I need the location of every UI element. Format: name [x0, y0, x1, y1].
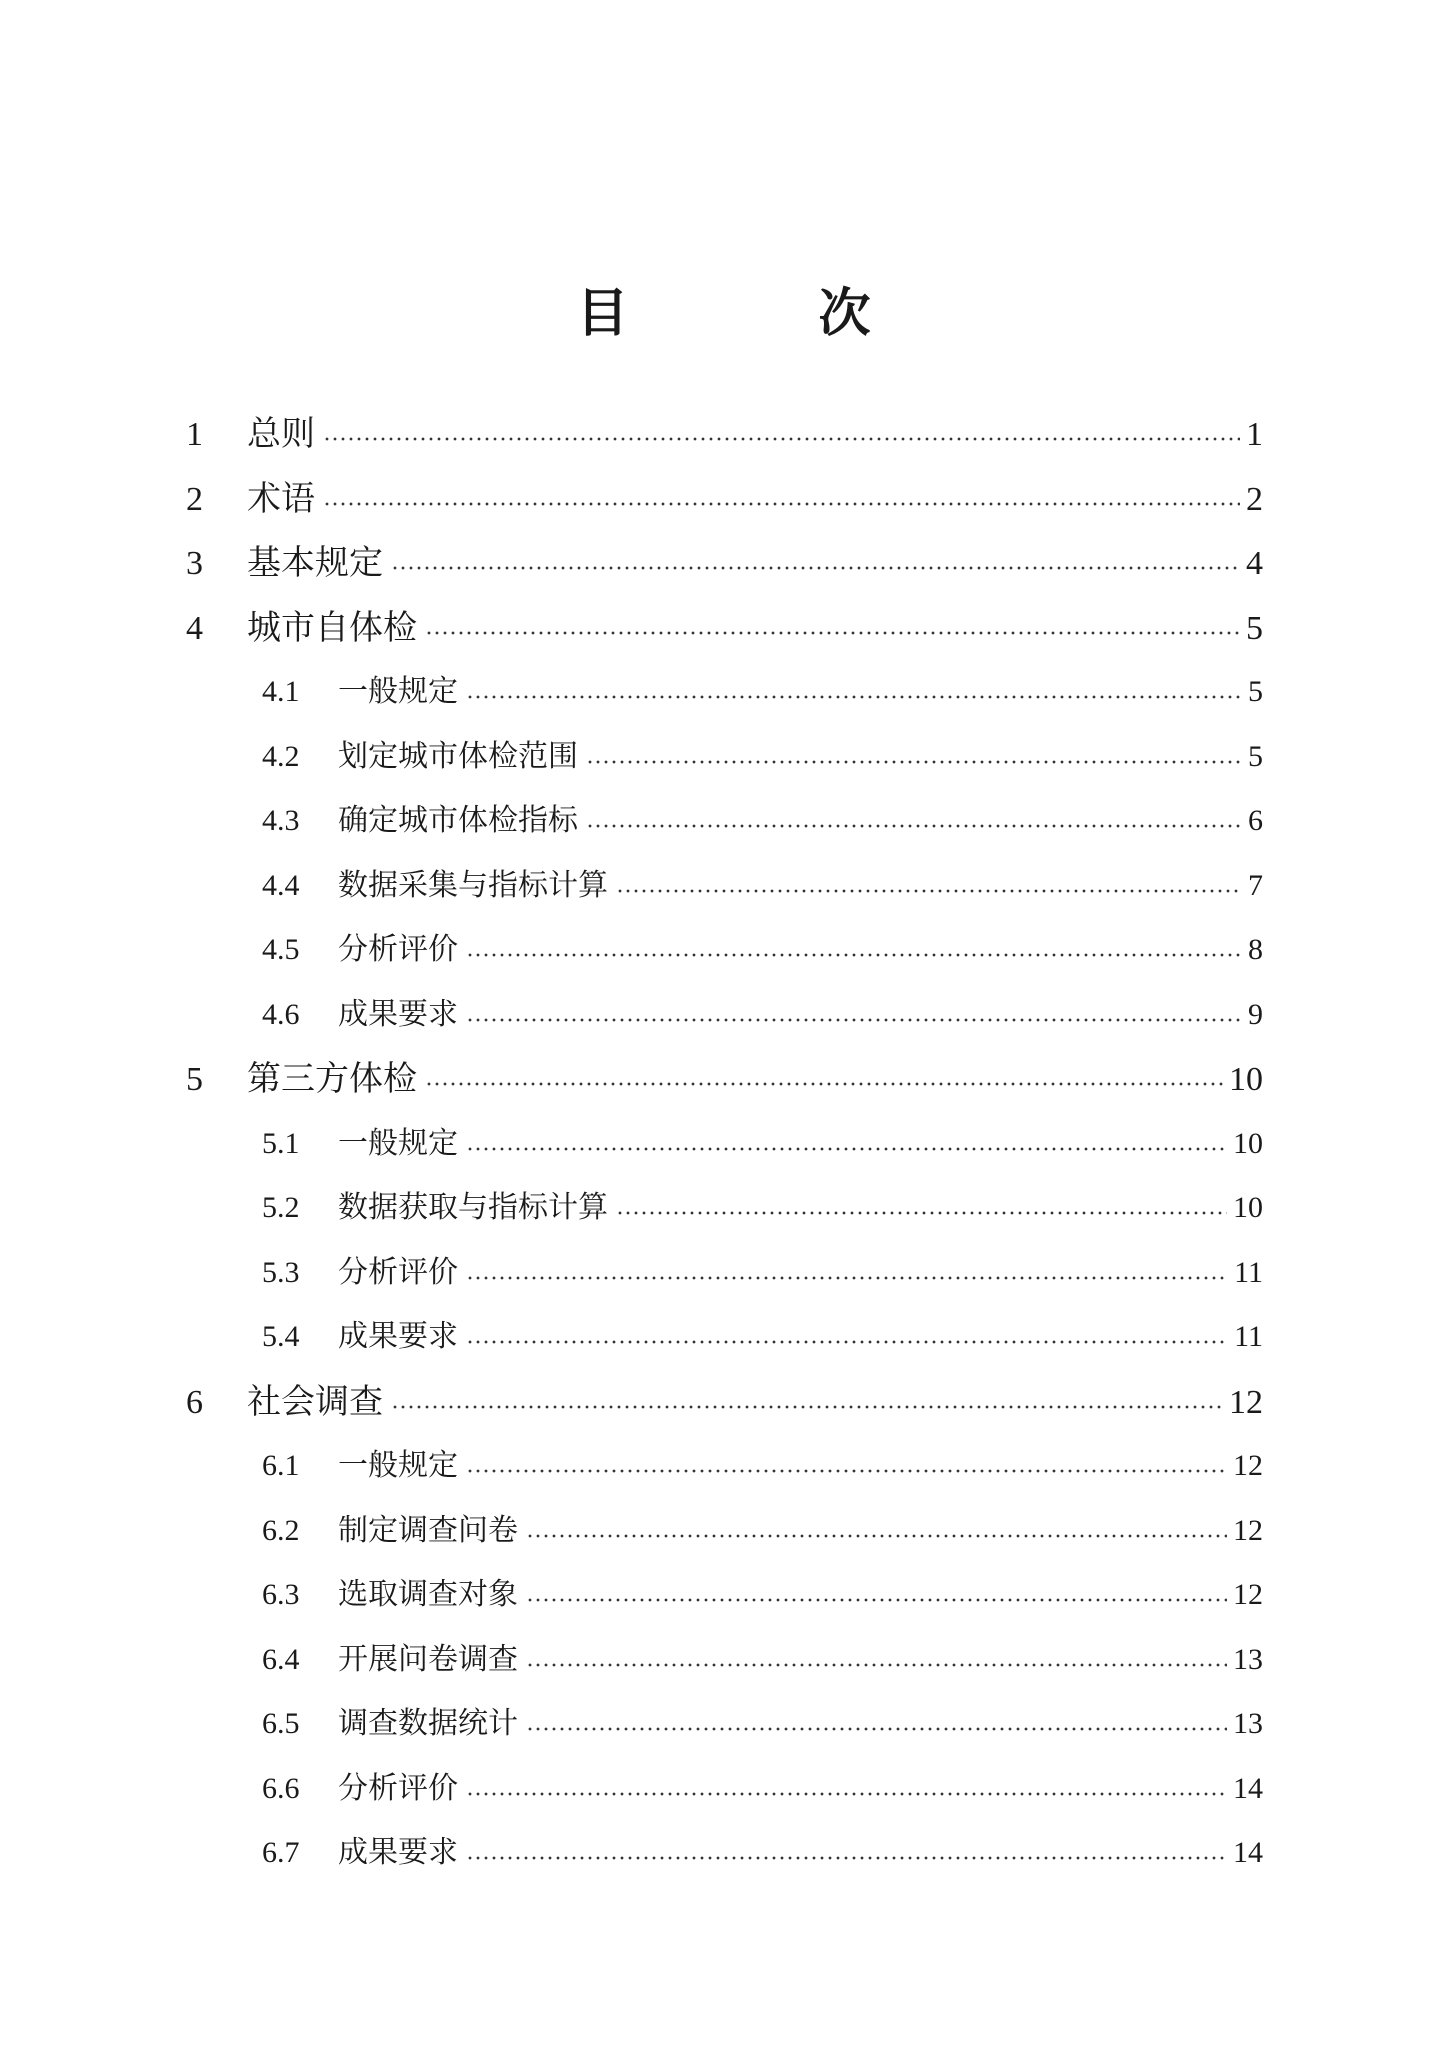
toc-entry-page-number: 4	[1246, 545, 1263, 582]
toc-entry-number: 5	[186, 1061, 203, 1098]
toc-entry-number: 4.1	[262, 675, 300, 708]
toc-entry-label: 制定调查问卷	[338, 1513, 518, 1548]
dot-leader	[425, 1077, 1223, 1091]
toc-entry-label: 选取调查对象	[338, 1577, 518, 1612]
toc-entry-label: 开展问卷调查	[338, 1642, 518, 1677]
toc-entry-number: 6.1	[262, 1449, 300, 1482]
dot-leader	[466, 690, 1242, 704]
dot-leader	[466, 1013, 1242, 1027]
toc-entry-label: 分析评价	[338, 932, 458, 967]
toc-entry-number: 4.6	[262, 998, 300, 1031]
toc-entry[interactable]	[186, 1380, 1263, 1424]
toc-entry-number: 4.3	[262, 804, 300, 837]
toc-entry[interactable]	[186, 412, 1263, 456]
toc-entry-number: 4.4	[262, 869, 300, 902]
toc-entry-number: 1	[186, 416, 203, 453]
toc-entry-page-number: 12	[1233, 1449, 1263, 1482]
dot-leader	[466, 1787, 1227, 1801]
dot-leader	[586, 755, 1242, 769]
toc-entry[interactable]	[262, 1767, 1263, 1811]
toc-entry-label: 成果要求	[338, 1319, 458, 1354]
toc-entry-number: 6.3	[262, 1578, 300, 1611]
toc-entry-number: 6.2	[262, 1514, 300, 1547]
dot-leader	[466, 1464, 1227, 1478]
toc-entry-page-number: 8	[1248, 933, 1263, 966]
toc-entry-label: 术语	[247, 479, 315, 519]
dot-leader	[323, 497, 1240, 511]
dot-leader	[526, 1593, 1227, 1607]
toc-entry-label: 总则	[247, 414, 315, 454]
toc-entry[interactable]	[262, 1122, 1263, 1166]
toc-entry-label: 基本规定	[247, 543, 383, 583]
toc-entry[interactable]	[262, 1702, 1263, 1746]
toc-entry-page-number: 5	[1248, 740, 1263, 773]
toc-entry-label: 一般规定	[338, 674, 458, 709]
toc-entry[interactable]	[186, 606, 1263, 650]
toc-entry-page-number: 1	[1246, 416, 1263, 453]
toc-entry-label: 划定城市体检范围	[338, 739, 578, 774]
toc-entry-number: 6.5	[262, 1707, 300, 1740]
toc-entry[interactable]	[262, 1573, 1263, 1617]
toc-entry[interactable]	[186, 477, 1263, 521]
toc-entry-page-number: 6	[1248, 804, 1263, 837]
toc-entry[interactable]	[262, 864, 1263, 908]
toc-entry-page-number: 5	[1248, 675, 1263, 708]
toc-entry-number: 6.7	[262, 1836, 300, 1869]
dot-leader	[616, 1206, 1227, 1220]
dot-leader	[466, 1335, 1228, 1349]
dot-leader	[616, 884, 1242, 898]
toc-entry-page-number: 12	[1229, 1384, 1263, 1421]
dot-leader	[526, 1529, 1227, 1543]
toc-entry-number: 4.2	[262, 740, 300, 773]
toc-entry-label: 社会调查	[247, 1382, 383, 1422]
dot-leader	[586, 819, 1242, 833]
page-title: 目 次	[576, 283, 957, 344]
toc-entry-number: 5.2	[262, 1191, 300, 1224]
toc-entry[interactable]	[262, 735, 1263, 779]
toc-entry[interactable]	[262, 799, 1263, 843]
toc-entry[interactable]	[262, 1315, 1263, 1359]
toc-entry-number: 5.4	[262, 1320, 300, 1353]
toc-entry-number: 3	[186, 545, 203, 582]
toc-entry-page-number: 9	[1248, 998, 1263, 1031]
toc-entry-page-number: 12	[1233, 1514, 1263, 1547]
toc-entry[interactable]	[262, 1444, 1263, 1488]
dot-leader	[526, 1722, 1227, 1736]
toc-entry-label: 调查数据统计	[338, 1706, 518, 1741]
toc-entry-label: 数据采集与指标计算	[338, 868, 608, 903]
dot-leader	[391, 561, 1240, 575]
toc-entry-label: 成果要求	[338, 1835, 458, 1870]
toc-entry-page-number: 13	[1233, 1707, 1263, 1740]
toc-entry[interactable]	[186, 541, 1263, 585]
toc-entry-number: 5.1	[262, 1127, 300, 1160]
toc-entry[interactable]	[262, 1186, 1263, 1230]
dot-leader	[466, 1851, 1227, 1865]
toc-entry-label: 城市自体检	[247, 608, 417, 648]
toc-entry-label: 分析评价	[338, 1255, 458, 1290]
toc-entry-page-number: 14	[1233, 1836, 1263, 1869]
toc-entry-label: 确定城市体检指标	[338, 803, 578, 838]
toc-entry-number: 6.4	[262, 1643, 300, 1676]
toc-entry-label: 一般规定	[338, 1448, 458, 1483]
toc-entry[interactable]	[262, 1509, 1263, 1553]
toc-entry-page-number: 5	[1246, 610, 1263, 647]
toc-entry-number: 5.3	[262, 1256, 300, 1289]
toc-entry-label: 分析评价	[338, 1771, 458, 1806]
toc-entry-page-number: 13	[1233, 1643, 1263, 1676]
dot-leader	[466, 1271, 1228, 1285]
toc-entry[interactable]	[186, 1057, 1263, 1101]
toc-entry-number: 2	[186, 481, 203, 518]
toc-entry-page-number: 10	[1233, 1127, 1263, 1160]
toc-entry[interactable]	[262, 993, 1263, 1037]
dot-leader	[425, 626, 1240, 640]
toc-entry-number: 4	[186, 610, 203, 647]
toc-entry-page-number: 7	[1248, 869, 1263, 902]
dot-leader	[391, 1400, 1223, 1414]
dot-leader	[323, 432, 1240, 446]
toc-entry-page-number: 10	[1229, 1061, 1263, 1098]
toc-entry-page-number: 12	[1233, 1578, 1263, 1611]
toc-entry-number: 6	[186, 1384, 203, 1421]
toc-entry-page-number: 2	[1246, 481, 1263, 518]
toc-entry-page-number: 11	[1234, 1256, 1263, 1289]
toc-entry[interactable]	[262, 928, 1263, 972]
toc-entry-label: 数据获取与指标计算	[338, 1190, 608, 1225]
dot-leader	[526, 1658, 1227, 1672]
toc-entry-page-number: 11	[1234, 1320, 1263, 1353]
toc-entry-label: 第三方体检	[247, 1059, 417, 1099]
toc-entry[interactable]	[262, 1638, 1263, 1682]
toc-entry-page-number: 14	[1233, 1772, 1263, 1805]
toc-entry[interactable]	[262, 1831, 1263, 1875]
toc-entry-number: 6.6	[262, 1772, 300, 1805]
toc-entry-number: 4.5	[262, 933, 300, 966]
toc-entry-page-number: 10	[1233, 1191, 1263, 1224]
toc-entry-label: 一般规定	[338, 1126, 458, 1161]
dot-leader	[466, 1142, 1227, 1156]
toc-entry[interactable]	[262, 1251, 1263, 1295]
dot-leader	[466, 948, 1242, 962]
toc-entry[interactable]	[262, 670, 1263, 714]
toc-entry-label: 成果要求	[338, 997, 458, 1032]
